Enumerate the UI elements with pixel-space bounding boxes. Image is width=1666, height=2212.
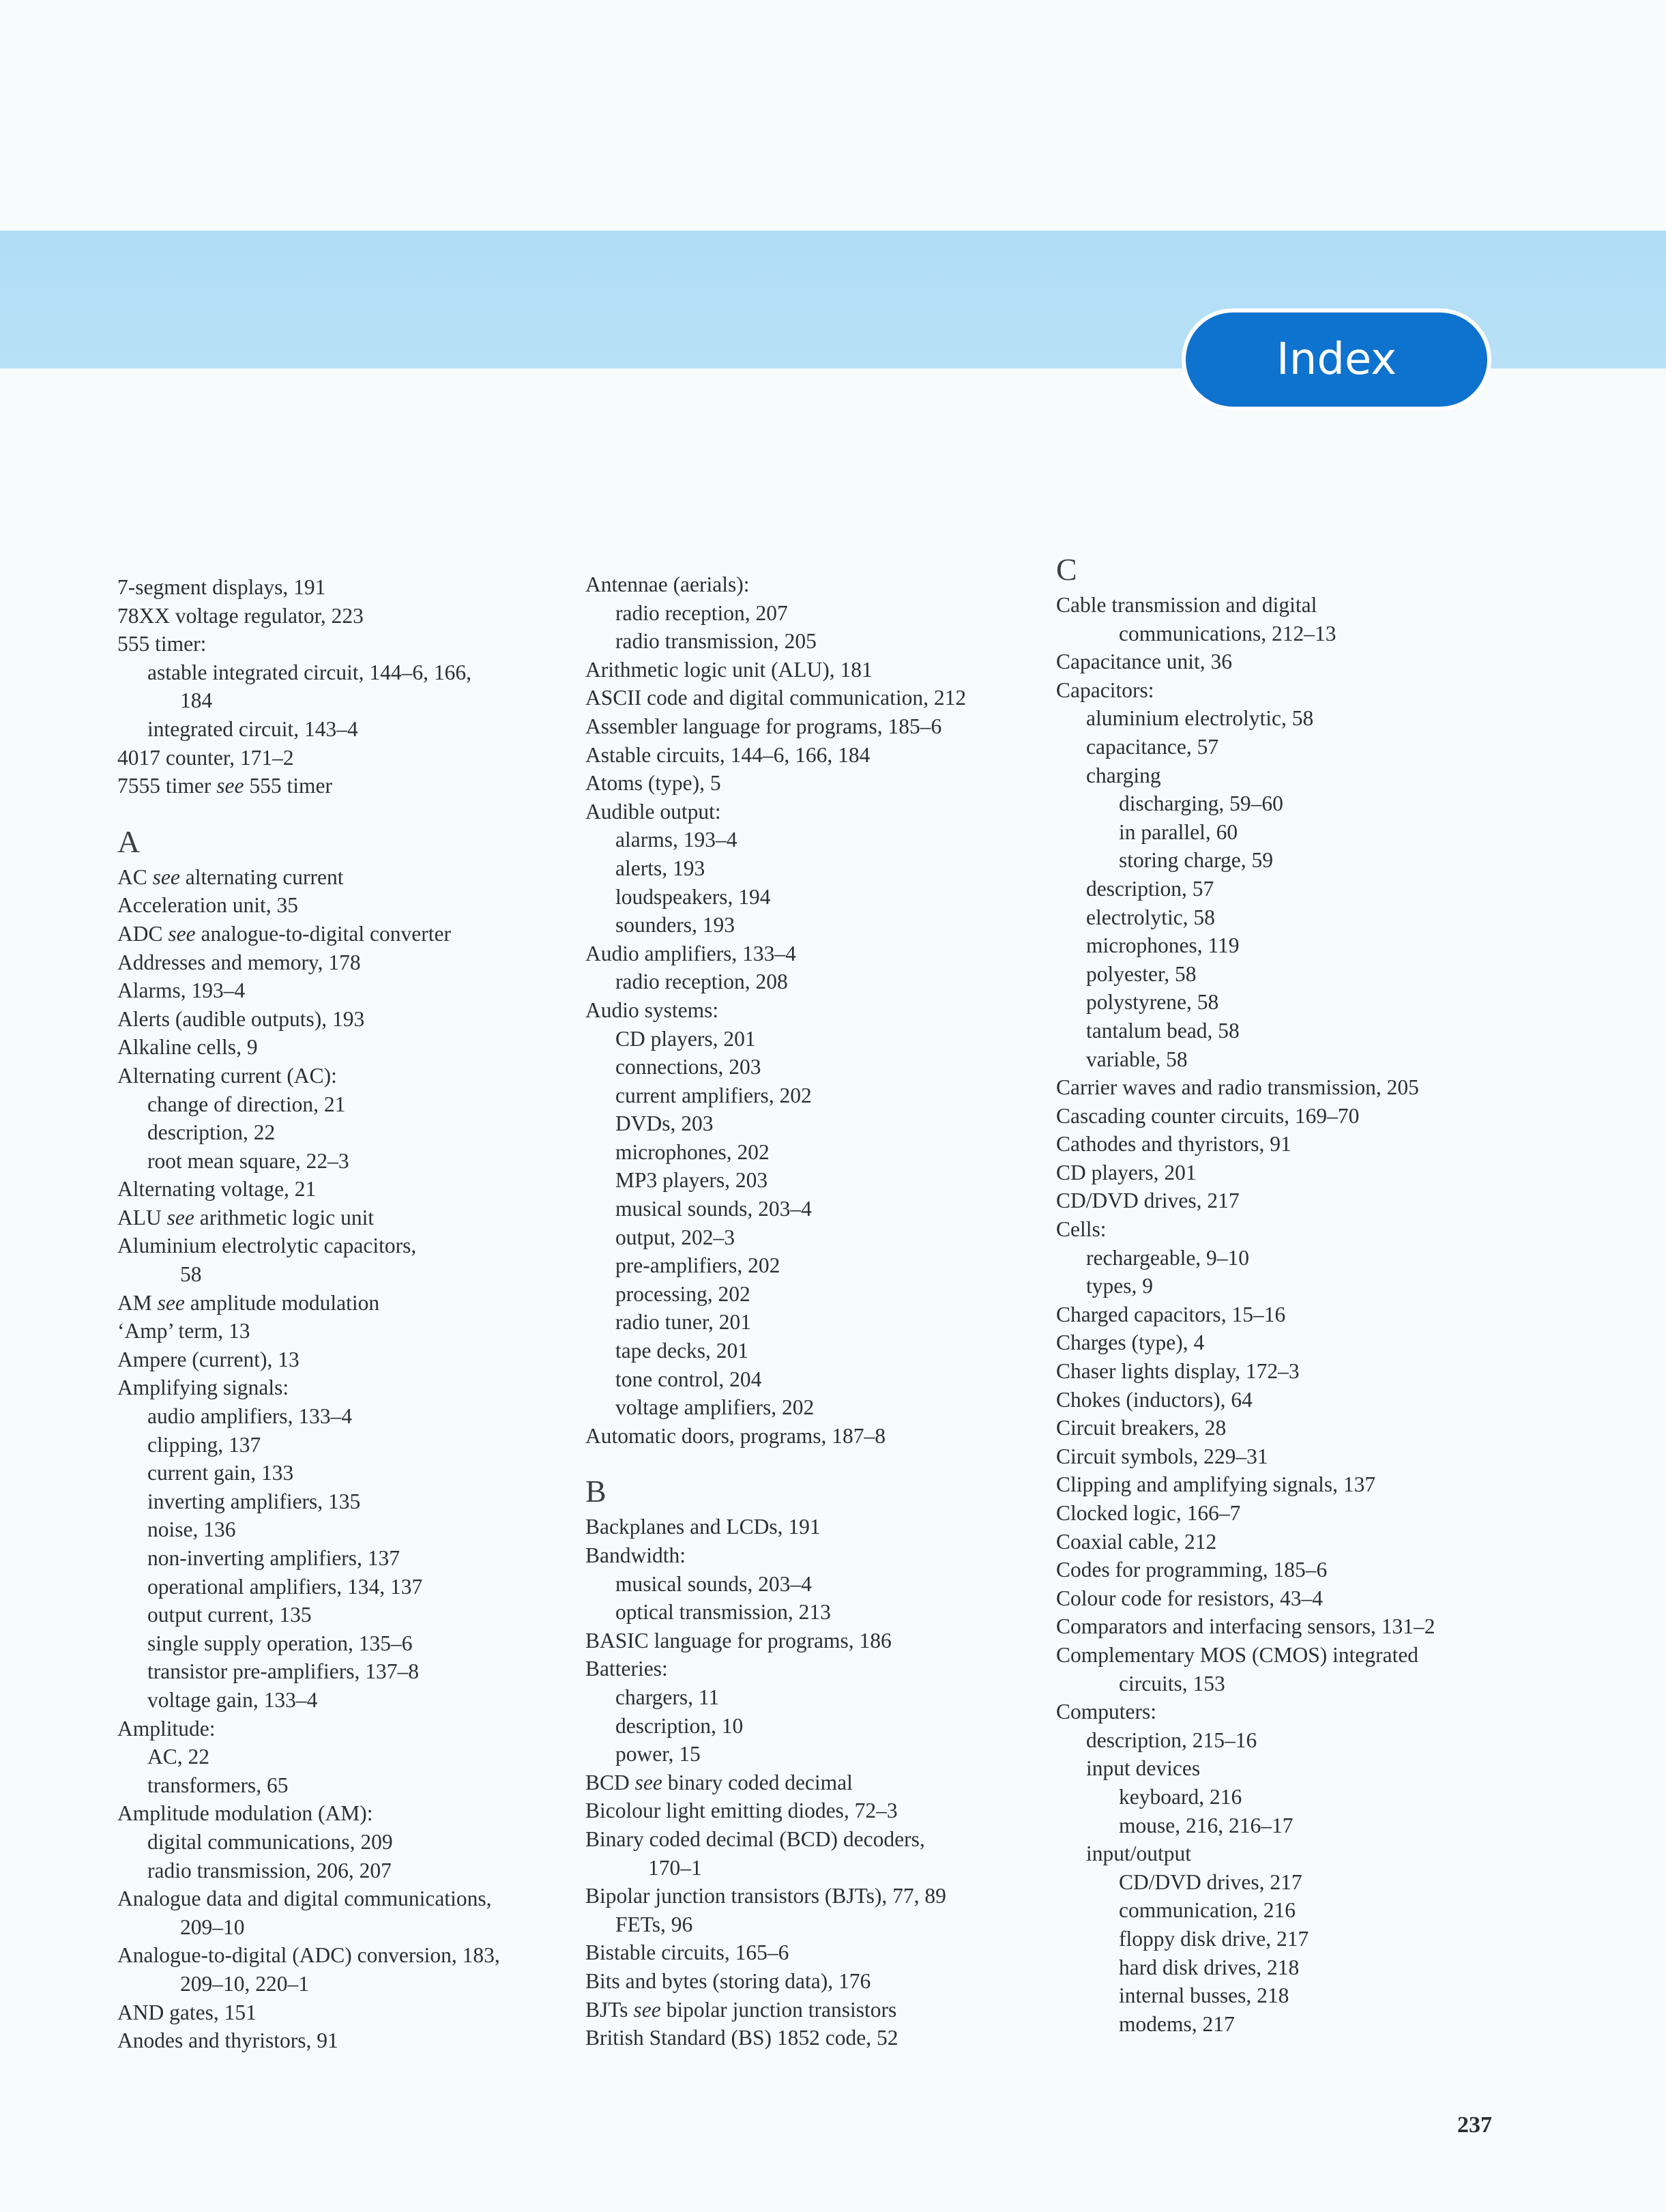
index-subentry: root mean square, 22–3 (147, 1148, 349, 1173)
index-entry: Capacitors: (1056, 678, 1154, 702)
entry-text-part: binary coded decimal (662, 1770, 853, 1794)
index-subentry: radio tuner, 201 (615, 1310, 752, 1335)
index-subentry: DVDs, 203 (615, 1111, 714, 1136)
index-entry: Bandwidth: (585, 1543, 686, 1567)
index-entry: Alkaline cells, 9 (117, 1035, 258, 1060)
index-subentry: chargers, 11 (615, 1685, 720, 1709)
index-subentry: astable integrated circuit, 144–6, 166, (147, 660, 471, 684)
index-entry (117, 1289, 500, 1318)
index-subentry: voltage gain, 133–4 (147, 1687, 318, 1712)
index-subentry: input/output (1086, 1842, 1192, 1866)
section-letter-heading: C (1056, 552, 1077, 587)
index-subentry: variable, 58 (1086, 1047, 1188, 1071)
index-subentry: tape decks, 201 (615, 1339, 749, 1363)
index-entry (585, 1996, 966, 2024)
index-entry: AND gates, 151 (117, 2000, 257, 2024)
index-subentry: alarms, 193–4 (615, 828, 737, 852)
index-entry: Amplifying signals: (117, 1376, 289, 1400)
index-column-3 (1056, 551, 1435, 2038)
index-entry: Aluminium electrolytic capacitors, (117, 1234, 417, 1258)
index-entry: Analogue data and digital communications, (117, 1887, 492, 1911)
index-entry: Codes for programming, 185–6 (1056, 1558, 1328, 1582)
index-entry: Bicolour light emitting diodes, 72–3 (585, 1799, 898, 1823)
see-reference: see (157, 1290, 185, 1315)
index-subentry: microphones, 119 (1086, 933, 1240, 958)
entry-text-part: BJTs (585, 1997, 634, 2022)
index-entry: Antennae (aerials): (585, 572, 750, 596)
index-entry: Bistable circuits, 165–6 (585, 1940, 789, 1965)
entry-text-part: bipolar junction transistors (660, 1997, 897, 2022)
index-subentry: description, 57 (1086, 876, 1214, 901)
index-entry: Alternating voltage, 21 (117, 1177, 317, 1202)
index-subentry: 209–10 (180, 1915, 245, 1939)
index-subentry: current gain, 133 (147, 1461, 294, 1485)
index-entry: Comparators and interfacing sensors, 131–2 (1056, 1614, 1435, 1639)
index-subentry: modems, 217 (1119, 2011, 1235, 2036)
index-entry: Atoms (type), 5 (585, 771, 721, 796)
index-entry: CD/DVD drives, 217 (1056, 1189, 1240, 1213)
index-subentry: non-inverting amplifiers, 137 (147, 1546, 400, 1570)
index-entry: 4017 counter, 171–2 (117, 745, 294, 770)
index-entry: 78XX voltage regulator, 223 (117, 603, 364, 628)
index-entry: ‘Amp’ term, 13 (117, 1319, 250, 1343)
index-entry: Addresses and memory, 178 (117, 950, 361, 974)
index-entry: Audio systems: (585, 998, 719, 1022)
index-subentry: power, 15 (615, 1742, 701, 1766)
index-entry: 7-segment displays, 191 (117, 575, 326, 599)
index-subentry: output, 202–3 (615, 1225, 735, 1249)
index-subentry: processing, 202 (615, 1281, 750, 1306)
index-entry: Arithmetic logic unit (ALU), 181 (585, 657, 873, 682)
index-subentry: 58 (180, 1262, 202, 1287)
index-subentry: operational amplifiers, 134, 137 (147, 1574, 423, 1599)
index-subentry: communications, 212–13 (1119, 621, 1336, 645)
index-subentry: voltage amplifiers, 202 (615, 1395, 815, 1420)
entry-text-part: AM (117, 1290, 158, 1315)
index-entry: Astable circuits, 144–6, 166, 184 (585, 742, 871, 767)
index-subentry: radio reception, 208 (615, 970, 788, 994)
index-entry: Charged capacitors, 15–16 (1056, 1302, 1286, 1326)
index-subentry: optical transmission, 213 (615, 1600, 831, 1625)
index-entry (585, 1769, 966, 1797)
index-subentry: electrolytic, 58 (1086, 905, 1215, 929)
entry-text-part: arithmetic logic unit (194, 1205, 375, 1229)
index-column-2 (585, 570, 966, 2052)
index-entry: Bipolar junction transistors (BJTs), 77, 89 (585, 1884, 946, 1908)
index-title-badge (1186, 312, 1487, 407)
index-entry: Alarms, 193–4 (117, 978, 246, 1003)
see-reference: see (216, 774, 244, 798)
index-entry: Amplitude: (117, 1716, 216, 1741)
index-entry: Cable transmission and digital (1056, 593, 1317, 617)
index-subentry: digital communications, 209 (147, 1829, 393, 1854)
index-subentry: description, 10 (615, 1713, 744, 1738)
index-entry: ASCII code and digital communication, 212 (585, 686, 967, 710)
index-subentry: 184 (180, 688, 213, 713)
index-entry: BASIC language for programs, 186 (585, 1628, 892, 1653)
index-subentry: description, 215–16 (1086, 1728, 1257, 1752)
index-subentry: inverting amplifiers, 135 (147, 1489, 361, 1513)
index-subentry: polyester, 58 (1086, 961, 1197, 986)
entry-text-part: 555 timer (244, 774, 332, 798)
index-subentry: AC, 22 (147, 1745, 210, 1769)
index-subentry: pre-amplifiers, 202 (615, 1253, 780, 1278)
index-subentry: storing charge, 59 (1119, 848, 1273, 873)
index-entry: Acceleration unit, 35 (117, 893, 299, 918)
index-entry (117, 920, 500, 948)
index-entry: Complementary MOS (CMOS) integrated (1056, 1642, 1419, 1667)
index-subentry: in parallel, 60 (1119, 819, 1238, 844)
index-subentry: single supply operation, 135–6 (147, 1631, 413, 1655)
index-subentry: noise, 136 (147, 1517, 236, 1542)
index-subentry: change of direction, 21 (147, 1092, 346, 1116)
index-entry: Alerts (audible outputs), 193 (117, 1006, 365, 1031)
index-subentry: audio amplifiers, 133–4 (147, 1404, 353, 1429)
index-subentry: FETs, 96 (615, 1912, 693, 1936)
index-entry: Alternating current (AC): (117, 1063, 337, 1088)
see-reference: see (168, 921, 196, 946)
index-subentry: tantalum bead, 58 (1086, 1018, 1240, 1043)
index-subentry: microphones, 202 (615, 1139, 770, 1164)
index-subentry: aluminium electrolytic, 58 (1086, 706, 1314, 731)
index-subentry: polystyrene, 58 (1086, 990, 1219, 1015)
index-subentry: transformers, 65 (147, 1773, 289, 1797)
index-entry: Capacitance unit, 36 (1056, 650, 1233, 674)
entry-text-part: ADC (117, 921, 169, 946)
index-subentry: 170–1 (648, 1855, 702, 1880)
index-entry: Audio amplifiers, 133–4 (585, 941, 796, 965)
index-subentry: hard disk drives, 218 (1119, 1955, 1300, 1979)
index-entry: Analogue-to-digital (ADC) conversion, 183, (117, 1943, 500, 1968)
index-subentry: clipping, 137 (147, 1432, 261, 1457)
index-subentry: input devices (1086, 1756, 1201, 1781)
index-subentry: radio transmission, 206, 207 (147, 1858, 392, 1882)
index-entry: Assembler language for programs, 185–6 (585, 714, 942, 738)
index-subentry: tone control, 204 (615, 1367, 762, 1391)
entry-text-part: analogue-to-digital converter (195, 921, 451, 946)
index-entry: Binary coded decimal (BCD) decoders, (585, 1827, 925, 1851)
entry-text-part: 7555 timer (117, 774, 217, 798)
index-entry: Charges (type), 4 (1056, 1330, 1205, 1355)
index-subentry: circuits, 153 (1119, 1671, 1225, 1696)
index-entry: CD players, 201 (1056, 1160, 1197, 1184)
index-entry (117, 863, 500, 892)
index-entry (117, 772, 500, 800)
index-subentry: charging (1086, 763, 1161, 787)
index-subentry: CD/DVD drives, 217 (1119, 1869, 1302, 1894)
index-subentry: output current, 135 (147, 1603, 312, 1627)
index-subentry: rechargeable, 9–10 (1086, 1245, 1250, 1270)
index-subentry: CD players, 201 (615, 1026, 756, 1051)
index-subentry: sounders, 193 (615, 913, 735, 937)
index-entry: Anodes and thyristors, 91 (117, 2028, 338, 2053)
entry-text-part: AC (117, 864, 153, 889)
index-subentry: mouse, 216, 216–17 (1119, 1813, 1294, 1837)
index-entry: Cascading counter circuits, 169–70 (1056, 1103, 1360, 1128)
index-entry: Cells: (1056, 1217, 1107, 1242)
index-entry (117, 1204, 500, 1232)
entry-text-part: amplitude modulation (184, 1290, 380, 1315)
page-title: Index (1276, 334, 1397, 385)
index-entry: Bits and bytes (storing data), 176 (585, 1968, 871, 1993)
index-entry: Clocked logic, 166–7 (1056, 1501, 1241, 1525)
index-subentry: connections, 203 (615, 1055, 761, 1079)
index-entry: Cathodes and thyristors, 91 (1056, 1132, 1291, 1156)
index-entry: Batteries: (585, 1657, 668, 1681)
index-entry: Audible output: (585, 799, 721, 824)
section-letter-heading: B (585, 1474, 607, 1509)
index-entry: Colour code for resistors, 43–4 (1056, 1586, 1324, 1610)
index-subentry: radio transmission, 205 (615, 629, 817, 654)
index-entry: 555 timer: (117, 632, 207, 656)
index-subentry: keyboard, 216 (1119, 1784, 1242, 1809)
see-reference: see (166, 1205, 194, 1229)
index-subentry: musical sounds, 203–4 (615, 1571, 812, 1596)
index-subentry: capacitance, 57 (1086, 734, 1219, 759)
index-subentry: 209–10, 220–1 (180, 1971, 309, 1996)
index-entry: Computers: (1056, 1700, 1156, 1724)
index-subentry: transistor pre-amplifiers, 137–8 (147, 1659, 420, 1684)
index-subentry: floppy disk drive, 217 (1119, 1926, 1309, 1951)
index-subentry: alerts, 193 (615, 856, 705, 880)
entry-text-part: ALU (117, 1205, 167, 1229)
index-entry: British Standard (BS) 1852 code, 52 (585, 2026, 898, 2050)
section-letter-heading: A (117, 824, 141, 859)
index-entry: Ampere (current), 13 (117, 1347, 299, 1371)
index-entry: Circuit symbols, 229–31 (1056, 1444, 1268, 1468)
index-subentry: MP3 players, 203 (615, 1168, 768, 1193)
index-entry: Clipping and amplifying signals, 137 (1056, 1472, 1376, 1497)
index-subentry: description, 22 (147, 1120, 276, 1145)
index-column-1 (117, 573, 500, 2055)
index-entry: Coaxial cable, 212 (1056, 1529, 1217, 1554)
index-subentry: radio reception, 207 (615, 600, 788, 625)
index-entry: Chokes (inductors), 64 (1056, 1387, 1253, 1412)
index-entry: Circuit breakers, 28 (1056, 1416, 1227, 1440)
index-subentry: internal busses, 218 (1119, 1983, 1289, 2008)
index-subentry: musical sounds, 203–4 (615, 1197, 812, 1221)
entry-text-part: alternating current (179, 864, 344, 889)
page-number: 237 (1457, 2112, 1492, 2138)
index-entry: Automatic doors, programs, 187–8 (585, 1423, 886, 1448)
entry-text-part: BCD (585, 1770, 635, 1794)
see-reference: see (152, 864, 180, 889)
index-subentry: communication, 216 (1119, 1898, 1296, 1923)
index-subentry: loudspeakers, 194 (615, 884, 771, 909)
index-subentry: current amplifiers, 202 (615, 1083, 812, 1107)
index-entry: Backplanes and LCDs, 191 (585, 1515, 821, 1539)
see-reference: see (634, 1770, 662, 1794)
index-subentry: integrated circuit, 143–4 (147, 716, 358, 741)
index-entry: Amplitude modulation (AM): (117, 1801, 373, 1826)
index-subentry: discharging, 59–60 (1119, 791, 1283, 816)
index-subentry: types, 9 (1086, 1274, 1153, 1298)
see-reference: see (633, 1997, 661, 2022)
index-entry: Chaser lights display, 172–3 (1056, 1359, 1300, 1384)
index-entry: Carrier waves and radio transmission, 205 (1056, 1075, 1419, 1100)
